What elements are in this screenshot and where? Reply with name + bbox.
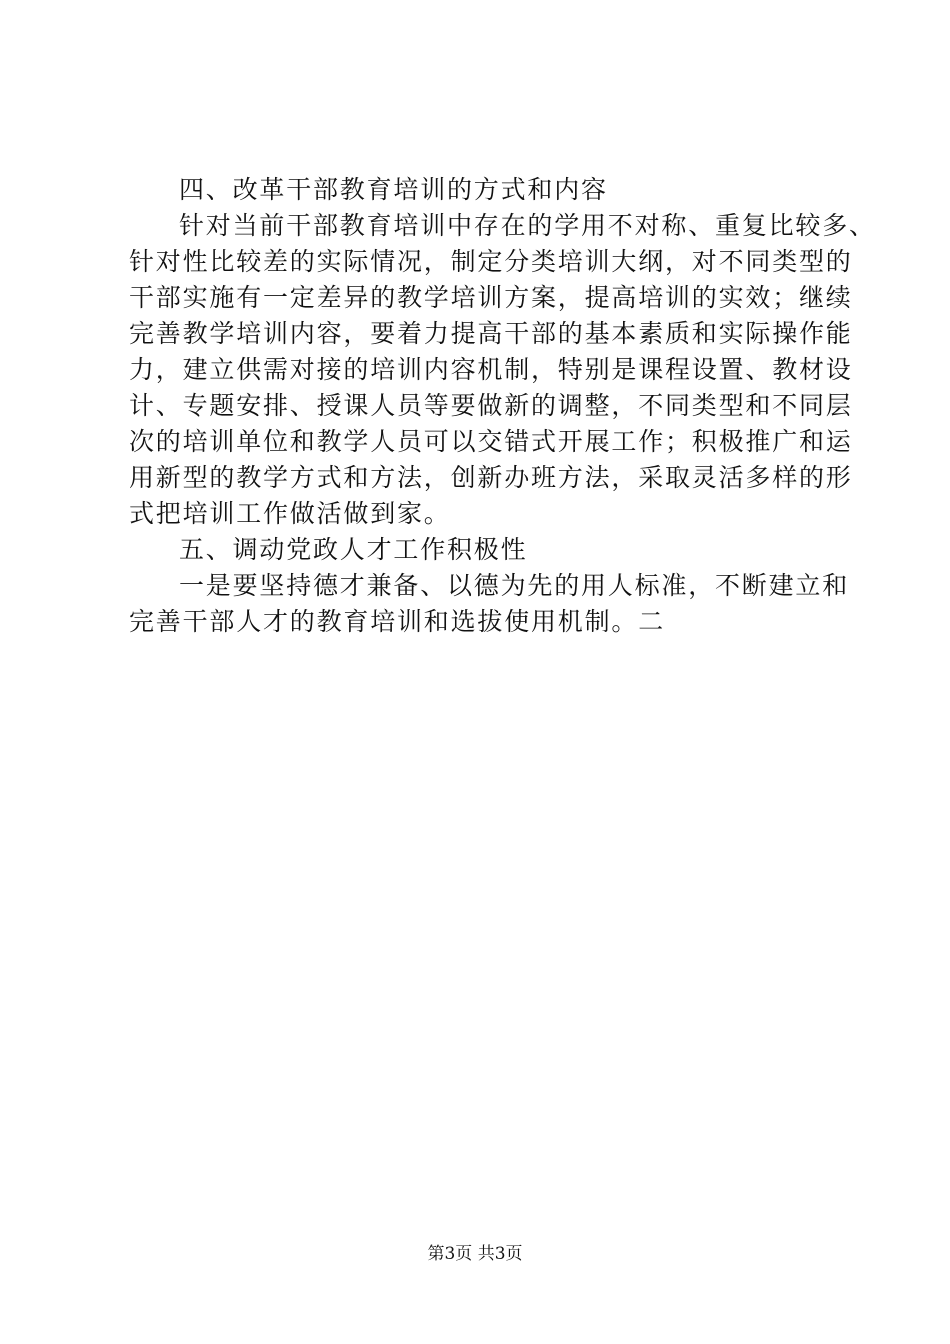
paragraph-line: 完善教学培训内容，要着力提高干部的基本素质和实际操作能 <box>129 319 853 348</box>
paragraph-line: 用新型的教学方式和方法，创新办班方法，采取灵活多样的形 <box>129 463 853 492</box>
paragraph-line: 计、专题安排、授课人员等要做新的调整，不同类型和不同层 <box>129 391 853 420</box>
paragraph-line: 式把培训工作做活做到家。 <box>129 499 451 528</box>
paragraph-line: 一是要坚持德才兼备、以德为先的用人标准，不断建立和 <box>179 571 850 600</box>
document-body <box>129 172 876 640</box>
paragraph-line: 干部实施有一定差异的教学培训方案，提高培训的实效；继续 <box>129 283 853 312</box>
section-heading-4: 四、改革干部教育培训的方式和内容 <box>179 175 608 204</box>
paragraph-line: 针对性比较差的实际情况，制定分类培训大纲，对不同类型的 <box>129 247 853 276</box>
paragraph-line: 力，建立供需对接的培训内容机制，特别是课程设置、教材设 <box>129 355 853 384</box>
section-heading-5: 五、调动党政人才工作积极性 <box>179 535 528 564</box>
paragraph-line: 次的培训单位和教学人员可以交错式开展工作；积极推广和运 <box>129 427 853 456</box>
paragraph-line: 完善干部人才的教育培训和选拔使用机制。二 <box>129 607 666 636</box>
paragraph-line: 针对当前干部教育培训中存在的学用不对称、重复比较多、 <box>179 211 876 240</box>
page-number-footer: 第3页 共3页 <box>427 1244 523 1264</box>
